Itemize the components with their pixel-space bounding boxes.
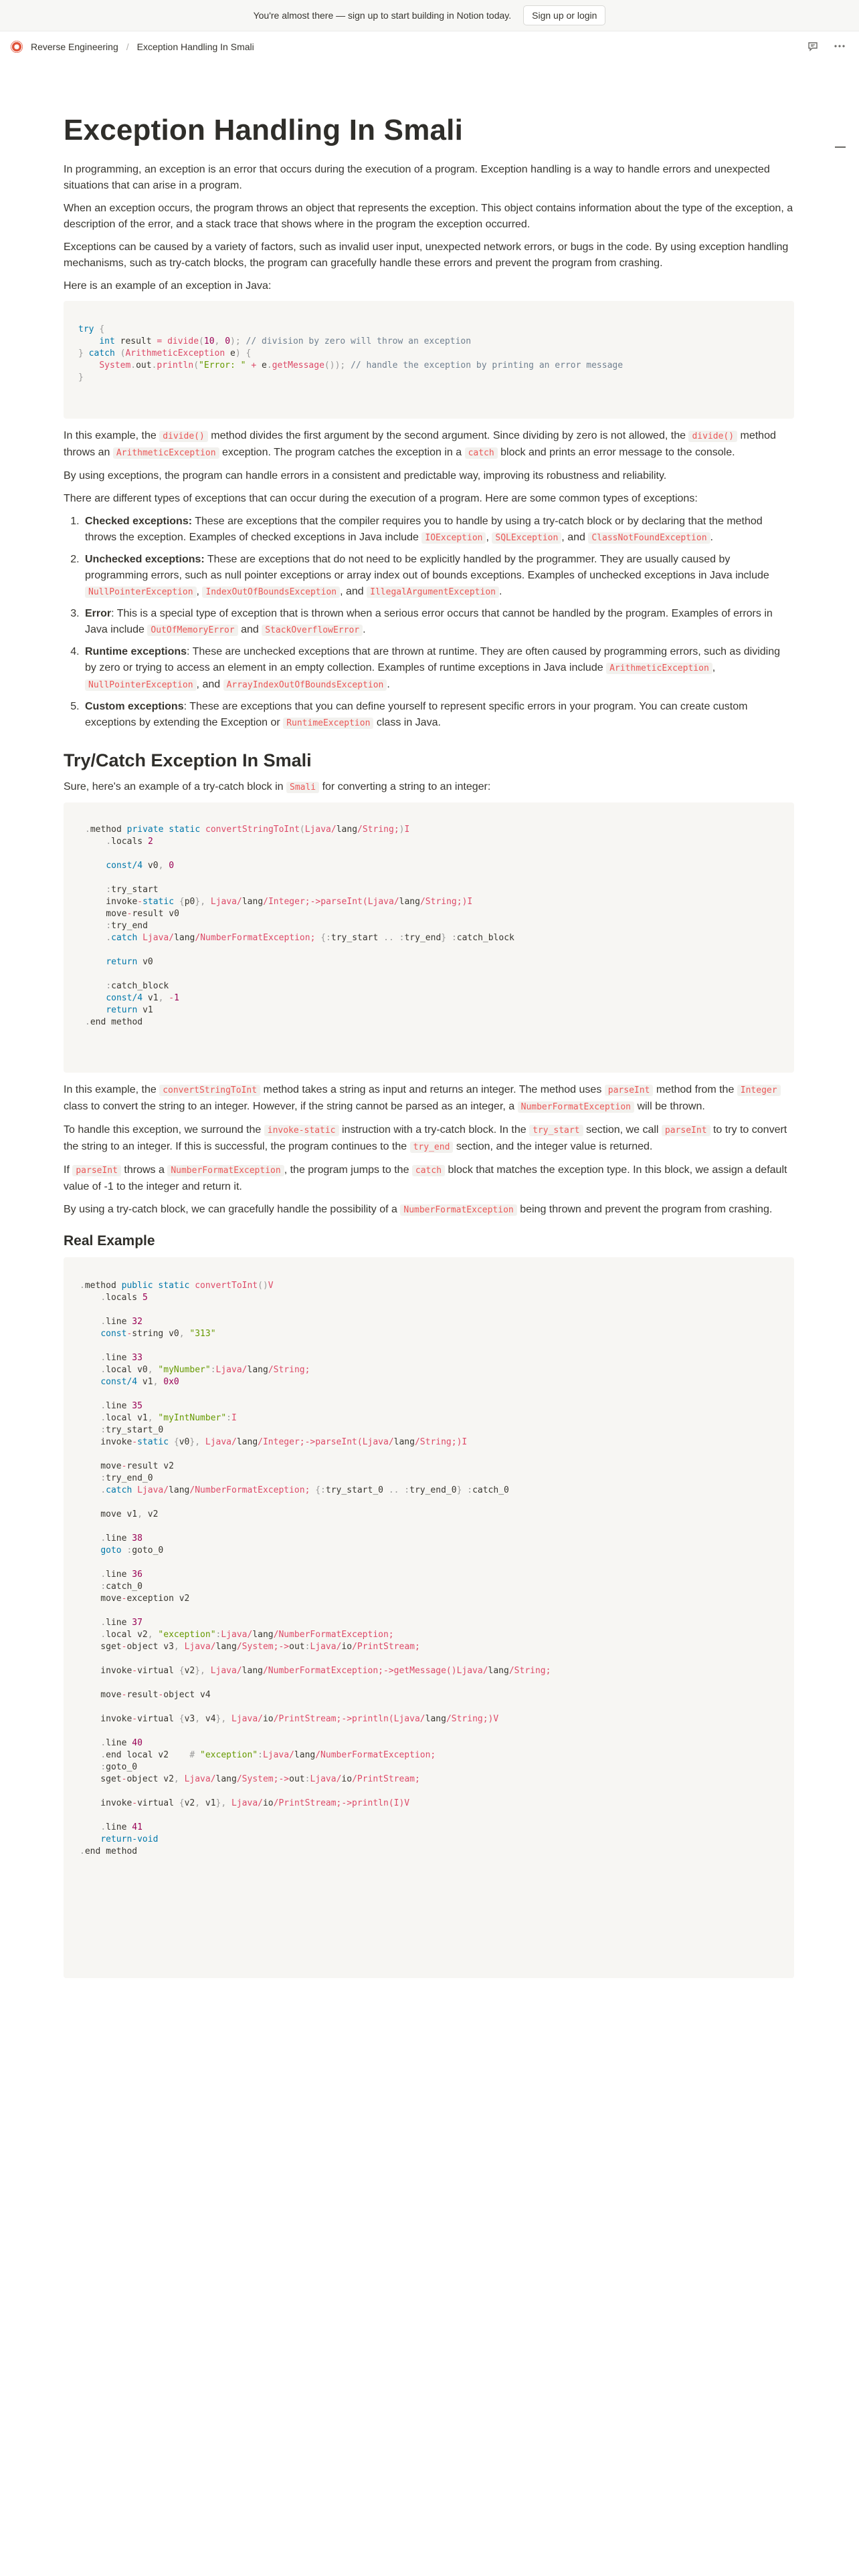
signup-banner [0,0,859,31]
term: Error [85,608,112,619]
inline-code: catch [465,447,498,459]
text: In this example, the [64,1084,160,1095]
inline-code: try_start [529,1125,583,1136]
list-item: 4. Runtime exceptions: These are unchecked exceptions that are thrown at runtime. They are often caused by programming errors, such as dividing by zero or trying to access an element in an empty collection. Examples of runtime exceptions in Java include ArithmeticException , NullPointerException , and ArrayIndexOutOfBoundsException . [82,644,794,693]
inline-code: SQLException [492,532,561,544]
smali-explanation [64,1082,794,1115]
text: . [363,624,366,635]
intro-paragraph: In programming, an exception is an error that occurs during the execution of a program. Exception handling is a way to handle errors and unexpected situations that can arise in a program. [64,164,770,191]
text: Sure, here's an example of a try-catch block in [64,781,286,792]
inline-code: OutOfMemoryError [147,625,237,636]
text: These are exceptions that do not need to be explicitly handled by the programmer. They are usually caused by programming errors, such as null pointer exceptions or array index out of bounds exceptions. Examples of unchecked exceptions in Java include [85,554,769,581]
inline-code: ArithmeticException [113,447,219,459]
inline-code: NumberFormatException [400,1204,516,1216]
text: . [498,586,502,597]
inline-code: NullPointerException [85,586,197,598]
throws-explanation [64,1162,794,1195]
text: throws a [120,1164,168,1176]
closing-paragraph [64,1202,794,1218]
table-of-contents-marker[interactable] [835,146,846,148]
java-code-block[interactable]: try { int result = divide(10, 0); // division by zero will throw an exception } catch (ArithmeticException e) { System.out.println("Error: " + e.getMessage()); // handle the exception by printing an error message } [64,301,794,419]
list-item: 2. Unchecked exceptions: These are exceptions that do not need to be explicitly handled by the programmer. They are usually caused by programming errors, such as null pointer exceptions or array index out of bounds exceptions. Examples of unchecked exceptions in Java include NullPointerException , IndexOutOfBoundsException , and IllegalArgumentException . [82,552,794,601]
top-navigation-bar [0,31,859,63]
text: section, and the integer value is returned. [453,1141,653,1152]
section-heading-try-catch: Try/Catch Exception In Smali [64,750,312,770]
intro-paragraph: Exceptions can be caused by a variety of factors, such as invalid user input, unexpected network errors, or bugs in the code. By using exception handling mechanisms, such as try-catch blocks, the program can gracefully handle these errors and prevent the program from crashing. [64,241,789,269]
inline-code: divide() [159,431,208,442]
handle-explanation [64,1122,794,1156]
text: block and prints an error message to the console. [497,447,735,458]
inline-code: try_end [410,1142,454,1153]
term: Runtime exceptions [85,646,187,657]
text: being thrown and prevent the program from crashing. [516,1204,773,1215]
inline-code: Integer [737,1085,781,1096]
inline-code: ArithmeticException [606,663,712,674]
workspace-logo-icon[interactable] [11,41,23,53]
text: These are exceptions that the compiler requires you to handle by using a try-catch block or by declaring that the method throws the exception. Examples of checked exceptions in Java include [85,516,763,543]
list-item: 3. Error: This is a special type of exception that is thrown when a serious error occurs that cannot be handled by the program. Examples of errors in Java include OutOfMemoryError and StackOverflowError . [82,606,794,639]
text: class in Java. [373,717,441,728]
inline-code: divide() [688,431,737,442]
inline-code: parseInt [72,1165,121,1176]
real-example-code-block[interactable]: .method public static convertToInt()V .locals 5 .line 32 const-string v0, "313" .line 33 .local v0, "myNumber":Ljava/lang/String; const/4 v1, 0x0 .line 35 .local v1, "myIntNumber":I :try_start_0 invoke-static {v0}, Ljava/lang/Integer;->parseInt(Ljava/lang/String;)I move-result v2 :try_end_0 .catch Ljava/lang/NumberFormatException; {:try_start_0 .. :try_end_0} :catch_0 move v1, v2 .line 38 goto :goto_0 .line 36 :catch_0 move-exception v2 .line 37 .local v2, "exception":Ljava/lang/NumberFormatException; sget-object v3, Ljava/lang/System;->out:Ljava/io/PrintStream; invoke-virtual {v2}, Ljava/lang/NumberFormatException;->getMessage()Ljava/lang/String; move-result-object v4 invoke-virtual {v3, v4}, Ljava/io/PrintStream;->println(Ljava/lang/String;)V .line 40 .end local v2 # "exception":Ljava/lang/NumberFormatException; :goto_0 sget-object v2, Ljava/lang/System;->out:Ljava/io/PrintStream; invoke-virtual {v2, v1}, Ljava/io/PrintStream;->println(I)V .line 41 return-void .end method [64,1257,794,1978]
inline-code: catch [412,1165,445,1176]
text: , the program jumps to the [284,1164,412,1176]
text: : These are exceptions that you can define yourself to represent specific errors in your program. You can create custom exceptions by extending the Exception or [85,701,748,728]
text: . [387,679,390,690]
text: : These are unchecked exceptions that are thrown at runtime. They are often caused by programming errors, such as dividing by zero or trying to access an element in an empty collection. Examples of runtime exceptions in Java include [85,646,781,673]
inline-code: StackOverflowError [262,625,363,636]
text: . [710,532,713,543]
java-explanation [64,428,794,461]
term: Custom exceptions [85,701,184,712]
text: block that matches the exception type. In this block, we assign a default value of -1 to the integer and return it. [64,1164,787,1192]
page-content [64,114,794,1988]
inline-code: NumberFormatException [167,1165,284,1176]
smali-code-block[interactable]: .method private static convertStringToInt(Ljava/lang/String;)I .locals 2 const/4 v0, 0 :try_start invoke-static {p0}, Ljava/lang/Integer;->parseInt(Ljava/lang/String;)I move-result v0 :try_end .catch Ljava/lang/NumberFormatException; {:try_start .. :try_end} :catch_block return v0 :catch_block const/4 v1, -1 return v1 .end method [64,802,794,1073]
inline-code: parseInt [662,1125,710,1136]
term: Checked exceptions: [85,516,193,527]
comment-icon[interactable] [805,39,820,53]
inline-code: ClassNotFoundException [588,532,710,544]
page-title: Exception Handling In Smali [64,114,464,146]
term: Unchecked exceptions: [85,554,205,565]
text: section, we call [583,1124,662,1136]
inline-code: invoke-static [264,1125,339,1136]
text: By using a try-catch block, we can gracefully handle the possibility of a [64,1204,401,1215]
inline-code: parseInt [605,1085,654,1096]
inline-code: IOException [421,532,486,544]
inline-code: NumberFormatException [518,1101,634,1113]
exception-types-list [64,514,794,732]
types-intro-paragraph: There are different types of exceptions that can occur during the execution of a program. Here are some common types of exceptions: [64,493,698,504]
text: to try to convert the string to an integer. If this is successful, the program continues to the [64,1124,787,1152]
text: method takes a string as input and returns an integer. The method uses [260,1084,605,1095]
text: exception. The program catches the exception in a [219,447,465,458]
inline-code: IndexOutOfBoundsException [202,586,340,598]
inline-code: NullPointerException [85,679,197,691]
breadcrumb [11,40,257,53]
text: method throws an [64,430,776,458]
text: instruction with a try-catch block. In the [339,1124,530,1136]
list-item: 1. Checked exceptions: These are exceptions that the compiler requires you to handle by using a try-catch block or by declaring that the method throws the exception. Examples of checked exceptions in Java include IOException , SQLException , and ClassNotFoundException . [82,514,794,546]
banner-text: You're almost there — sign up to start building in Notion today. [253,10,512,21]
signup-login-button[interactable]: Sign up or login [523,5,605,25]
text: class to convert the string to an integer. However, if the string cannot be parsed as an integer, a [64,1101,518,1112]
inline-code: RuntimeException [283,718,373,729]
text: If [64,1164,73,1176]
text: To handle this exception, we surround the [64,1124,264,1136]
breadcrumb-item-parent[interactable]: Reverse Engineering [31,41,118,52]
intro-paragraph: Here is an example of an exception in Java: [64,280,272,292]
topbar-actions [805,39,847,53]
breadcrumb-item-current[interactable]: Exception Handling In Smali [136,41,254,52]
text: will be thrown. [634,1101,705,1112]
inline-code: ArrayIndexOutOfBoundsException [223,679,387,691]
inline-code: IllegalArgumentException [367,586,499,598]
section-heading-real-example: Real Example [64,1233,155,1249]
more-dots-icon[interactable] [832,39,847,53]
inline-code: Smali [286,782,319,793]
text: : This is a special type of exception that is thrown when a serious error occurs that cannot be handled by the program. Examples of errors in Java include [85,608,773,635]
text: and [564,532,589,543]
text: method divides the first argument by the second argument. Since dividing by zero is not allowed, the [207,430,689,441]
inline-code: convertStringToInt [159,1085,260,1096]
intro-paragraph: When an exception occurs, the program throws an object that represents the exception. This object contains information about the type of the exception, a description of the error, and a stack trace that shows where in the program the exception occurred. [64,203,793,230]
list-item [82,699,794,732]
smali-intro-paragraph [64,779,794,796]
breadcrumb-separator: / [126,41,129,52]
text: method from the [653,1084,737,1095]
consistency-paragraph: By using exceptions, the program can handle errors in a consistent and predictable way, improving its robustness and reliability. [64,470,667,481]
text: for converting a string to an integer: [319,781,491,792]
text: In this example, the [64,430,160,441]
